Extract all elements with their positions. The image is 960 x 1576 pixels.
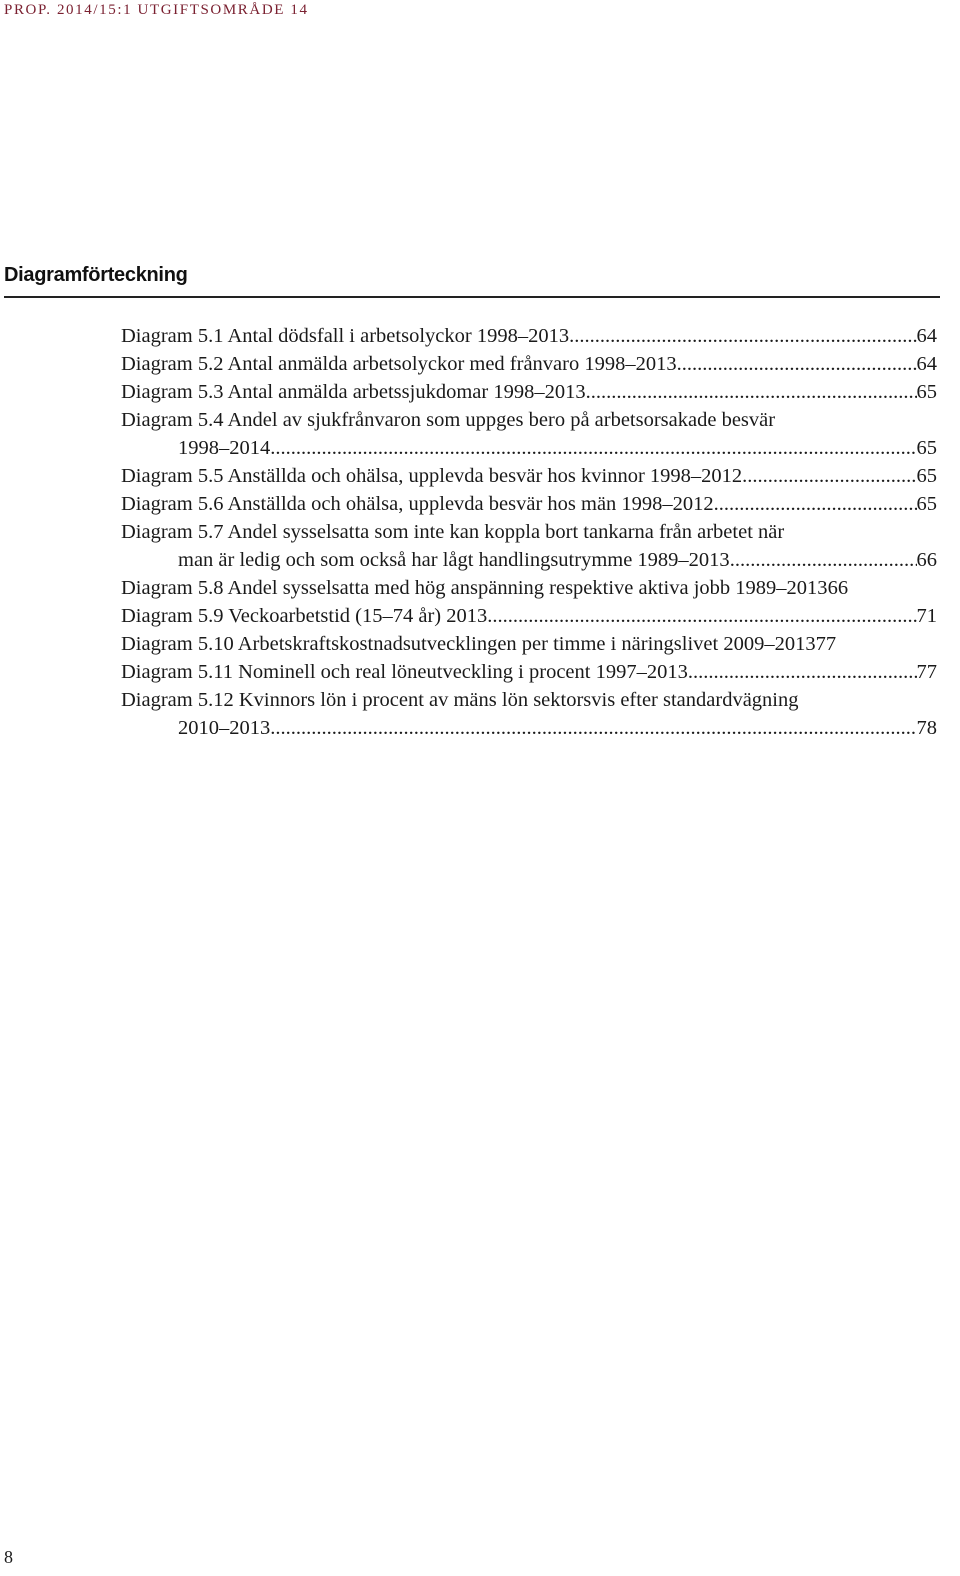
toc-entry[interactable] bbox=[121, 322, 937, 350]
toc-entry-page: 65 bbox=[916, 437, 937, 459]
toc-entry-title: Diagram 5.1 Antal dödsfall i arbetsolyckor 1998–2013 bbox=[121, 325, 570, 347]
toc-entry-title: Diagram 5.2 Antal anmälda arbetsolyckor med frånvaro 1998–2013 bbox=[121, 353, 677, 375]
toc-entry-title: Diagram 5.4 Andel av sjukfrånvaron som uppges bero på arbetsorsakade besvär bbox=[121, 409, 776, 431]
toc-entry[interactable] bbox=[121, 518, 937, 574]
dot-leader bbox=[688, 658, 917, 686]
dot-leader bbox=[569, 322, 916, 350]
toc-entry[interactable] bbox=[121, 406, 937, 462]
toc-entry-title-continued: 1998–2014 bbox=[178, 437, 271, 459]
toc-entry-title: Diagram 5.9 Veckoarbetstid (15–74 år) 2013 bbox=[121, 605, 488, 627]
dot-leader bbox=[270, 434, 916, 462]
toc-entry-title: Diagram 5.10 Arbetskraftskostnadsutvecklingen per timme i näringslivet 2009–2013 bbox=[121, 633, 816, 655]
toc-entry[interactable] bbox=[121, 490, 937, 518]
toc-entry-title-continued: man är ledig och som också har lågt handlingsutrymme 1989–2013 bbox=[178, 549, 730, 571]
toc-entry-title: Diagram 5.8 Andel sysselsatta med hög anspänning respektive aktiva jobb 1989–2013 bbox=[121, 577, 828, 599]
toc-entry[interactable] bbox=[121, 378, 937, 406]
toc-entry-title-continued: 2010–2013 bbox=[178, 717, 271, 739]
diagram-list bbox=[121, 322, 937, 742]
running-header: PROP. 2014/15:1 UTGIFTSOMRÅDE 14 bbox=[4, 2, 309, 18]
toc-entry[interactable] bbox=[121, 658, 937, 686]
toc-entry-title: Diagram 5.7 Andel sysselsatta som inte kan koppla bort tankarna från arbetet när bbox=[121, 521, 785, 543]
toc-entry[interactable] bbox=[121, 574, 937, 602]
toc-entry-page: 65 bbox=[916, 381, 937, 403]
toc-entry-page: 66 bbox=[916, 549, 937, 571]
toc-entry-title: Diagram 5.12 Kvinnors lön i procent av mäns lön sektorsvis efter standardvägning bbox=[121, 689, 799, 711]
toc-entry-title: Diagram 5.6 Anställda och ohälsa, upplevda besvär hos män 1998–2012 bbox=[121, 493, 714, 515]
toc-entry-page: 65 bbox=[916, 493, 937, 515]
toc-entry[interactable] bbox=[121, 630, 937, 658]
toc-entry[interactable] bbox=[121, 686, 937, 742]
dot-leader bbox=[730, 546, 917, 574]
dot-leader bbox=[742, 462, 916, 490]
toc-entry-page: 66 bbox=[827, 577, 849, 599]
dot-leader bbox=[586, 378, 917, 406]
dot-leader bbox=[714, 490, 917, 518]
toc-entry-page: 78 bbox=[916, 717, 937, 739]
toc-entry-page: 64 bbox=[916, 325, 937, 347]
dot-leader bbox=[677, 350, 917, 378]
toc-entry-page: 71 bbox=[916, 605, 937, 627]
toc-entry-title: Diagram 5.11 Nominell och real löneutveckling i procent 1997–2013 bbox=[121, 661, 688, 683]
dot-leader bbox=[487, 602, 916, 630]
page-number: 8 bbox=[4, 1547, 13, 1567]
toc-entry-page: 65 bbox=[916, 465, 937, 487]
section-title: Diagramförteckning bbox=[4, 264, 188, 286]
toc-entry[interactable] bbox=[121, 602, 937, 630]
toc-entry-page: 64 bbox=[916, 353, 937, 375]
toc-entry-title: Diagram 5.5 Anställda och ohälsa, upplevda besvär hos kvinnor 1998–2012 bbox=[121, 465, 743, 487]
toc-entry-page: 77 bbox=[815, 633, 837, 655]
toc-entry-page: 77 bbox=[916, 661, 937, 683]
title-divider bbox=[4, 296, 940, 298]
dot-leader bbox=[270, 714, 916, 742]
toc-entry[interactable] bbox=[121, 350, 937, 378]
toc-entry[interactable] bbox=[121, 462, 937, 490]
toc-entry-title: Diagram 5.3 Antal anmälda arbetssjukdomar 1998–2013 bbox=[121, 381, 586, 403]
